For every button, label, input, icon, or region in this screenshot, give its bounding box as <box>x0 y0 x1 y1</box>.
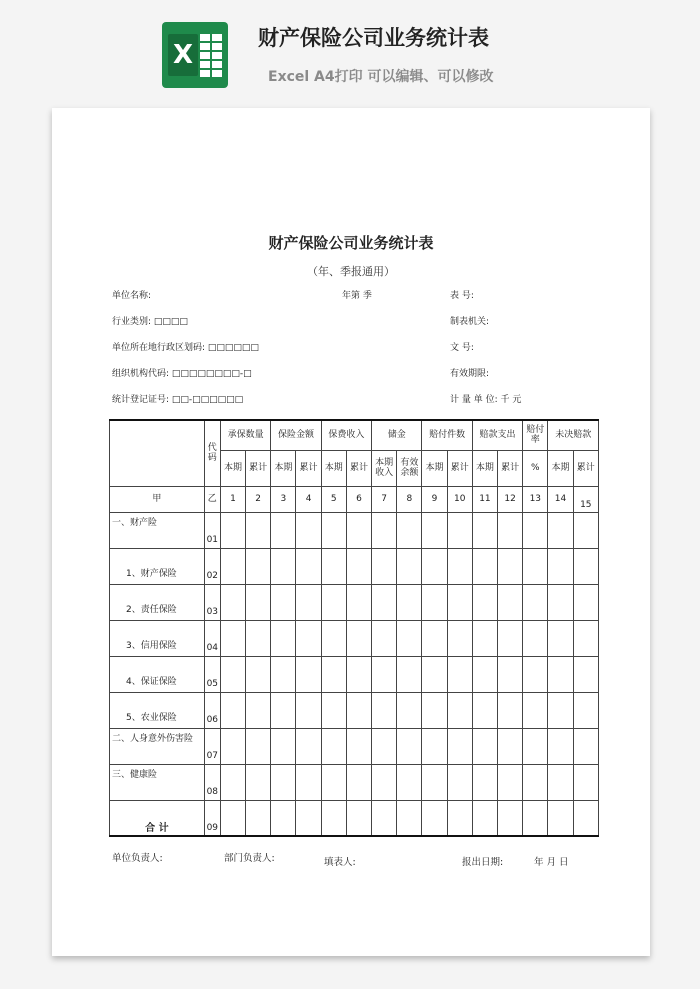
data-cell[interactable] <box>422 764 447 800</box>
data-cell[interactable] <box>523 728 548 764</box>
sub-header: 累计 <box>498 450 523 486</box>
data-cell[interactable] <box>472 584 497 620</box>
table-row <box>110 764 599 800</box>
column-number: 2 <box>246 486 271 512</box>
column-number: 3 <box>271 486 296 512</box>
column-number: 12 <box>498 486 523 512</box>
data-cell[interactable] <box>422 512 447 548</box>
data-cell[interactable] <box>498 728 523 764</box>
data-cell[interactable] <box>422 656 447 692</box>
data-cell[interactable] <box>447 728 472 764</box>
data-cell[interactable] <box>548 656 573 692</box>
sub-header: 累计 <box>346 450 371 486</box>
data-cell[interactable] <box>346 728 371 764</box>
data-cell[interactable] <box>271 692 296 728</box>
unit-of-measure-label: 计 量 单 位: 千 元 <box>450 395 522 405</box>
data-cell[interactable] <box>523 620 548 656</box>
data-cell[interactable] <box>573 620 598 656</box>
table-row <box>110 656 599 692</box>
column-number: 11 <box>472 486 497 512</box>
data-cell[interactable] <box>220 512 245 548</box>
data-cell[interactable] <box>271 800 296 836</box>
data-cell[interactable] <box>523 764 548 800</box>
industry-label: 行业类别: □□□□ <box>112 317 188 327</box>
data-cell[interactable] <box>321 692 346 728</box>
row-label: 4、保证保险 <box>110 656 205 692</box>
data-cell[interactable] <box>397 548 422 584</box>
data-cell[interactable] <box>422 800 447 836</box>
data-cell[interactable] <box>372 584 397 620</box>
data-cell[interactable] <box>447 584 472 620</box>
data-cell[interactable] <box>271 620 296 656</box>
row-label: 三、健康险 <box>110 764 205 800</box>
data-cell[interactable] <box>346 692 371 728</box>
row-code: 03 <box>204 584 220 620</box>
spreadsheet-grid-icon <box>200 32 222 78</box>
data-cell[interactable] <box>296 692 321 728</box>
row-code: 06 <box>204 692 220 728</box>
column-number: 15 <box>573 486 598 512</box>
data-cell[interactable] <box>472 800 497 836</box>
data-cell[interactable] <box>220 764 245 800</box>
data-cell[interactable] <box>573 656 598 692</box>
registration-no-label: 统计登记证号: □□-□□□□□□ <box>112 395 244 405</box>
data-cell[interactable] <box>220 584 245 620</box>
region-code-label: 单位所在地行政区划码: □□□□□□ <box>112 343 259 353</box>
document-title: 财产保险公司业务统计表 <box>268 234 434 252</box>
data-cell[interactable] <box>422 728 447 764</box>
table-row <box>110 692 599 728</box>
group-header: 赔付件数 <box>422 420 472 450</box>
data-cell[interactable] <box>321 656 346 692</box>
table-row <box>110 512 599 548</box>
data-cell[interactable] <box>246 548 271 584</box>
data-cell[interactable] <box>573 584 598 620</box>
issuer-label: 制表机关: <box>450 317 490 327</box>
preparer-label: 填表人: <box>324 857 356 868</box>
data-cell[interactable] <box>321 620 346 656</box>
sub-header: 本期 <box>548 450 573 486</box>
data-cell[interactable] <box>372 620 397 656</box>
data-cell[interactable] <box>271 728 296 764</box>
data-cell[interactable] <box>548 800 573 836</box>
data-cell[interactable] <box>573 728 598 764</box>
document-sheet <box>52 108 650 956</box>
row-code: 08 <box>204 764 220 800</box>
data-cell[interactable] <box>321 764 346 800</box>
index-label: 甲 <box>110 486 205 512</box>
table-row <box>110 728 599 764</box>
data-cell[interactable] <box>422 620 447 656</box>
data-cell[interactable] <box>372 512 397 548</box>
data-cell[interactable] <box>246 764 271 800</box>
item-header-cell <box>110 420 205 486</box>
data-cell[interactable] <box>220 692 245 728</box>
data-cell[interactable] <box>548 692 573 728</box>
unit-name-label: 单位名称: <box>112 291 152 301</box>
data-cell[interactable] <box>321 728 346 764</box>
data-cell[interactable] <box>472 764 497 800</box>
row-code: 07 <box>204 728 220 764</box>
data-cell[interactable] <box>498 692 523 728</box>
index-code: 乙 <box>204 486 220 512</box>
data-cell[interactable] <box>220 656 245 692</box>
sub-header: 本期 <box>422 450 447 486</box>
data-cell[interactable] <box>246 584 271 620</box>
data-cell[interactable] <box>498 584 523 620</box>
group-header: 承保数量 <box>220 420 270 450</box>
data-cell[interactable] <box>321 512 346 548</box>
row-code: 02 <box>204 548 220 584</box>
data-cell[interactable] <box>372 800 397 836</box>
data-cell[interactable] <box>296 512 321 548</box>
data-cell[interactable] <box>271 656 296 692</box>
data-cell[interactable] <box>246 512 271 548</box>
table-row <box>110 800 599 836</box>
data-cell[interactable] <box>523 584 548 620</box>
data-cell[interactable] <box>296 800 321 836</box>
data-cell[interactable] <box>498 548 523 584</box>
column-number: 7 <box>372 486 397 512</box>
sub-header: 累计 <box>246 450 271 486</box>
data-cell[interactable] <box>548 620 573 656</box>
data-cell[interactable] <box>346 800 371 836</box>
data-cell[interactable] <box>372 764 397 800</box>
data-cell[interactable] <box>296 728 321 764</box>
data-cell[interactable] <box>498 620 523 656</box>
excel-x-letter: X <box>168 34 198 76</box>
data-cell[interactable] <box>523 656 548 692</box>
data-cell[interactable] <box>220 800 245 836</box>
data-cell[interactable] <box>447 620 472 656</box>
data-cell[interactable] <box>220 728 245 764</box>
excel-logo-icon <box>162 22 228 88</box>
data-cell[interactable] <box>472 692 497 728</box>
data-cell[interactable] <box>296 620 321 656</box>
data-cell[interactable] <box>346 764 371 800</box>
data-cell[interactable] <box>372 728 397 764</box>
data-cell[interactable] <box>573 692 598 728</box>
row-label: 1、财产保险 <box>110 548 205 584</box>
data-cell[interactable] <box>271 548 296 584</box>
data-cell[interactable] <box>498 656 523 692</box>
data-cell[interactable] <box>346 584 371 620</box>
data-cell[interactable] <box>397 512 422 548</box>
data-cell[interactable] <box>548 584 573 620</box>
data-cell[interactable] <box>472 656 497 692</box>
data-cell[interactable] <box>548 764 573 800</box>
data-cell[interactable] <box>346 656 371 692</box>
data-cell[interactable] <box>523 692 548 728</box>
data-cell[interactable] <box>220 548 245 584</box>
row-label: 一、财产险 <box>110 512 205 548</box>
data-cell[interactable] <box>296 548 321 584</box>
data-cell[interactable] <box>523 548 548 584</box>
page-subtitle: Excel A4打印 可以编辑、可以修改 <box>268 69 494 85</box>
sub-header: 本期 <box>220 450 245 486</box>
row-code: 05 <box>204 656 220 692</box>
data-cell[interactable] <box>296 656 321 692</box>
data-cell[interactable] <box>397 800 422 836</box>
data-cell[interactable] <box>397 656 422 692</box>
data-cell[interactable] <box>271 764 296 800</box>
sub-header: 累计 <box>296 450 321 486</box>
statistics-table <box>109 419 599 837</box>
data-cell[interactable] <box>447 800 472 836</box>
data-cell[interactable] <box>397 584 422 620</box>
data-cell[interactable] <box>246 620 271 656</box>
data-cell[interactable] <box>523 800 548 836</box>
data-cell[interactable] <box>397 620 422 656</box>
data-cell[interactable] <box>346 548 371 584</box>
data-cell[interactable] <box>472 620 497 656</box>
page-title: 财产保险公司业务统计表 <box>258 26 489 50</box>
data-cell[interactable] <box>346 512 371 548</box>
column-number: 10 <box>447 486 472 512</box>
sub-header: 本期 <box>271 450 296 486</box>
column-number: 14 <box>548 486 573 512</box>
data-cell[interactable] <box>397 692 422 728</box>
data-cell[interactable] <box>447 548 472 584</box>
sub-header: 有效余额 <box>397 450 422 486</box>
data-cell[interactable] <box>246 656 271 692</box>
data-cell[interactable] <box>246 728 271 764</box>
page-header <box>0 0 700 105</box>
column-number: 13 <box>523 486 548 512</box>
row-label: 5、农业保险 <box>110 692 205 728</box>
data-cell[interactable] <box>372 548 397 584</box>
data-cell[interactable] <box>573 800 598 836</box>
dept-head-label: 部门负责人: <box>224 853 275 864</box>
data-cell[interactable] <box>523 512 548 548</box>
data-cell[interactable] <box>397 764 422 800</box>
group-header: 未决赔款 <box>548 420 599 450</box>
row-label: 2、责任保险 <box>110 584 205 620</box>
row-label: 3、信用保险 <box>110 620 205 656</box>
data-cell[interactable] <box>447 656 472 692</box>
data-cell[interactable] <box>346 620 371 656</box>
row-code: 01 <box>204 512 220 548</box>
document-subtitle: （年、季报通用） <box>307 265 395 278</box>
data-cell[interactable] <box>472 512 497 548</box>
data-cell[interactable] <box>498 800 523 836</box>
data-cell[interactable] <box>472 728 497 764</box>
data-cell[interactable] <box>447 692 472 728</box>
data-cell[interactable] <box>548 512 573 548</box>
data-cell[interactable] <box>573 512 598 548</box>
row-code: 09 <box>204 800 220 836</box>
data-cell[interactable] <box>548 548 573 584</box>
data-cell[interactable] <box>573 764 598 800</box>
row-label: 合 计 <box>110 800 205 836</box>
code-header: 代码 <box>204 420 220 486</box>
data-cell[interactable] <box>372 692 397 728</box>
data-cell[interactable] <box>296 584 321 620</box>
group-header: 保费收入 <box>321 420 371 450</box>
sub-header: 累计 <box>447 450 472 486</box>
doc-no-label: 文 号: <box>450 343 474 353</box>
data-cell[interactable] <box>296 764 321 800</box>
sub-header: 本期 <box>321 450 346 486</box>
data-cell[interactable] <box>422 548 447 584</box>
column-number: 8 <box>397 486 422 512</box>
data-cell[interactable] <box>447 764 472 800</box>
table-row <box>110 548 599 584</box>
data-cell[interactable] <box>321 800 346 836</box>
column-number: 5 <box>321 486 346 512</box>
unit-head-label: 单位负责人: <box>112 853 163 864</box>
sub-header: 本期 <box>472 450 497 486</box>
sub-header: % <box>523 450 548 486</box>
data-cell[interactable] <box>321 584 346 620</box>
data-cell[interactable] <box>472 548 497 584</box>
data-cell[interactable] <box>372 656 397 692</box>
date-fields: 年 月 日 <box>534 857 569 868</box>
data-cell[interactable] <box>271 512 296 548</box>
column-number: 9 <box>422 486 447 512</box>
column-number: 6 <box>346 486 371 512</box>
data-cell[interactable] <box>498 764 523 800</box>
data-cell[interactable] <box>246 800 271 836</box>
data-cell[interactable] <box>498 512 523 548</box>
valid-period-label: 有效期限: <box>450 369 490 379</box>
sub-header: 本期收入 <box>372 450 397 486</box>
data-cell[interactable] <box>271 584 296 620</box>
column-number: 4 <box>296 486 321 512</box>
data-cell[interactable] <box>422 692 447 728</box>
report-date-label: 报出日期: <box>462 857 504 868</box>
data-cell[interactable] <box>548 728 573 764</box>
data-cell[interactable] <box>422 584 447 620</box>
group-header: 赔付率 <box>523 420 548 450</box>
data-cell[interactable] <box>220 620 245 656</box>
data-cell[interactable] <box>573 548 598 584</box>
group-header: 保险金额 <box>271 420 321 450</box>
table-row <box>110 620 599 656</box>
form-no-label: 表 号: <box>450 291 474 301</box>
group-header: 赔款支出 <box>472 420 522 450</box>
data-cell[interactable] <box>246 692 271 728</box>
column-number: 1 <box>220 486 245 512</box>
group-header: 储金 <box>372 420 422 450</box>
period-label: 年第 季 <box>342 291 372 301</box>
data-cell[interactable] <box>447 512 472 548</box>
row-code: 04 <box>204 620 220 656</box>
org-code-label: 组织机构代码: □□□□□□□□-□ <box>112 369 252 379</box>
table-row <box>110 584 599 620</box>
data-cell[interactable] <box>397 728 422 764</box>
row-label: 二、人身意外伤害险 <box>110 728 205 764</box>
sub-header: 累计 <box>573 450 598 486</box>
data-cell[interactable] <box>321 548 346 584</box>
